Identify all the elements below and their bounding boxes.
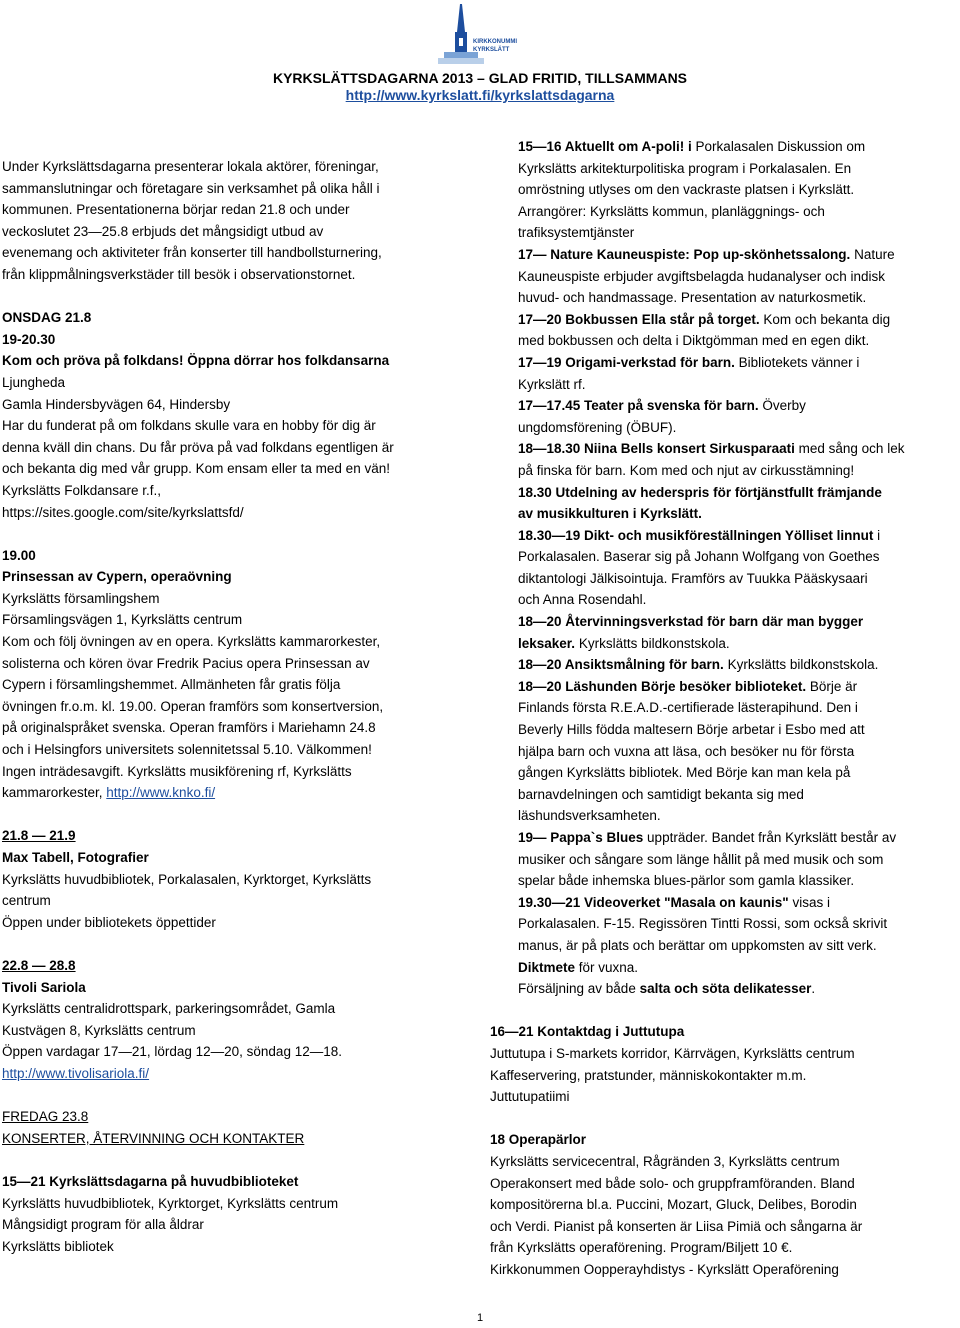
intro-line: Under Kyrkslättsdagarna presenterar lokala aktörer, föreningar,	[2, 159, 379, 174]
program-line: Kyrkslätts arkitekturpolitiska program i Porkalasalen. En	[518, 160, 852, 176]
event-line: kammarorkester, http://www.knko.fi/	[2, 785, 216, 801]
event-line: Öppen vardagar 17—21, lördag 12—20, söndag 12—18.	[2, 1044, 342, 1060]
program-line: med bokbussen och delta i Diktgömman med en egen dikt.	[518, 333, 870, 349]
program-line: ungdomsförening (ÖBUF).	[518, 419, 677, 435]
logo-line-2: KYRKSLÄTT	[473, 47, 510, 53]
event-line: denna kväll din chans. Du får pröva på vad folkdans egentligen är	[2, 439, 394, 455]
program-line: Finlands första R.E.A.D.-certifierade lästerapihund. Den i	[518, 700, 858, 716]
event-title: Max Tabell, Fotografier	[2, 850, 149, 865]
event-line: Cypern i församlingshemmet. Allmänheten får gratis följa	[2, 677, 341, 693]
logo-line-1: KIRKKONUMMI	[473, 39, 517, 45]
day-heading-onsdag: ONSDAG 21.8	[2, 310, 92, 326]
intro-paragraph	[2, 156, 478, 286]
program-line: och Anna Rosendahl.	[518, 592, 647, 608]
event-line: solisterna och kören övar Fredrik Pacius opera Prinsessan av	[2, 655, 370, 671]
program-line: av musikkulturen i Kyrkslätt.	[518, 506, 702, 522]
event-line: Har du funderat på om folkdans skulle vara en hobby för dig är	[2, 418, 376, 434]
event-line: Öppen under bibliotekets öppettider	[2, 914, 216, 930]
event-line: Kyrkslätts Folkdansare r.f.,	[2, 482, 162, 498]
event-link[interactable]: https://sites.google.com/site/kyrkslattsfd/	[2, 504, 244, 520]
event-line: Kyrkslätts centralidrottspark, parkeringsområdet, Gamla	[2, 1001, 336, 1017]
event-line: och bekanta dig med vår grupp. Kom ensam eller ta med en vän!	[2, 461, 390, 477]
event-line: Kyrkslätts huvudbibliotek, Porkalasalen, Kyrktorget, Kyrkslätts	[2, 871, 372, 887]
event-line: Kom och följ övningen av en opera. Kyrkslätts kammarorkester,	[2, 634, 381, 650]
event-line: Kaffeservering, pratstunder, människokontakter m.m.	[490, 1067, 807, 1083]
program-item: 18—20 Läshunden Börje besöker biblioteket. Börje är	[518, 678, 858, 694]
program-item: Diktmete för vuxna.	[518, 959, 639, 975]
program-line: gången Kyrkslätts bibliotek. Med Börje kan man kela på	[518, 765, 851, 781]
event-line: och i Helsingfors universitets solennitetssal 5.10. Välkommen!	[2, 742, 372, 758]
program-item: Försäljning av både salta och söta delikatesser.	[518, 981, 816, 997]
program-line: diktantologi Jälkisointuja. Framförs av Tuukka Pääskysaari	[518, 570, 868, 586]
logo-text	[473, 38, 517, 54]
library-program	[490, 136, 958, 1000]
program-line: Porkalasalen. Baserar sig på Johann Wolfgang von Goethes	[518, 549, 880, 565]
program-item: 17—20 Bokbussen Ella står på torget. Kom och bekanta dig	[518, 311, 891, 327]
event-date: 22.8 — 28.8	[2, 957, 76, 973]
right-column	[490, 136, 958, 1280]
program-line: läshundsverksamheten.	[518, 808, 661, 824]
day-heading-fredag: FREDAG 23.8	[2, 1109, 89, 1125]
program-item: 17—17.45 Teater på svenska för barn. Överby	[518, 398, 806, 414]
program-line: Kyrkslätt rf.	[518, 376, 586, 392]
event-title: Kom och pröva på folkdans! Öppna dörrar hos folkdansarna	[2, 353, 390, 369]
event-line: Juttutupatiimi	[490, 1089, 570, 1105]
event-line: och Verdi. Pianist på konserten är Liisa Pimiä och sångarna är	[490, 1218, 863, 1234]
event-line: centrum	[2, 893, 51, 909]
program-line: trafiksystemtjänster	[518, 225, 635, 241]
event-time: 19.00	[2, 547, 36, 563]
event-time: 19-20.30	[2, 331, 56, 347]
event-line: Gamla Hindersbyvägen 64, Hindersby	[2, 396, 231, 412]
event-title: 15—21 Kyrkslättsdagarna på huvudbiblioteket	[2, 1173, 299, 1189]
program-item: 18.30 Utdelning av hederspris för förtjänstfullt främjande	[518, 484, 882, 500]
program-line: spelar både inhemska blues-pärlor som gamla klassiker.	[518, 873, 855, 889]
event-line: Kirkkonummen Oopperayhdistys - Kyrkslätt Operaförening	[490, 1261, 839, 1277]
event-line: kompositörerna bl.a. Puccini, Mozart, Gluck, Delibes, Borodin	[490, 1197, 857, 1213]
program-line: omröstning utlyses om den vackraste platsen i Kyrkslätt.	[518, 182, 855, 198]
program-item: 15—16 Aktuellt om A-poli! i Porkalasalen Diskussion om	[518, 139, 866, 154]
event-title: Prinsessan av Cypern, operaövning	[2, 569, 232, 585]
program-line: barnavdelningen och samtidigt bekanta sig med	[518, 786, 804, 802]
left-column	[2, 156, 478, 1257]
program-item: 18.30—19 Dikt- och musikföreställningen Yölliset linnut i	[518, 527, 881, 543]
event-line: Kyrkslätts församlingshem	[2, 590, 160, 606]
header-link[interactable]: http://www.kyrkslatt.fi/kyrkslattsdagarna	[345, 87, 615, 103]
program-line: Beverly Hills födda maltesern Börje arbetar i Esbo med att	[518, 722, 865, 738]
program-line: huvud- och handmassage. Presentation av naturkosmetik.	[518, 290, 867, 306]
tivoli-link[interactable]: http://www.tivolisariola.fi/	[2, 1065, 150, 1081]
program-line: leksaker. Kyrkslätts bildkonstskola.	[518, 635, 730, 651]
event-line: Kustvägen 8, Kyrkslätts centrum	[2, 1022, 196, 1038]
event-date: 21.8 — 21.9	[2, 828, 76, 844]
church-tower-icon	[438, 2, 528, 66]
event-line: övningen fr.o.m. kl. 19.00. Operan framförs som konsertversion,	[2, 698, 384, 714]
event-line: Mångsidigt program för alla åldrar	[2, 1217, 204, 1233]
event-line: Operakonsert med både solo- och gruppframföranden. Bland	[490, 1175, 855, 1191]
intro-line: sammanslutningar och företagare sin verksamhet på olika håll i	[2, 180, 380, 196]
kyrkslatt-logo	[438, 2, 528, 66]
program-line: hjälpa barn och vuxna att läsa, och besöker nu för första	[518, 743, 855, 759]
knko-link[interactable]: http://www.knko.fi/	[106, 785, 216, 801]
program-line: Porkalasalen. F-15. Regissören Tintti Rossi, som också skrivit	[518, 916, 888, 932]
event-title: 16—21 Kontaktdag i Juttutupa	[490, 1024, 685, 1040]
intro-line: från klippmålningsverkstäder till besök i observationstornet.	[2, 266, 356, 282]
page-title: KYRKSLÄTTSDAGARNA 2013 – GLAD FRITID, TILLSAMMANS	[272, 70, 688, 86]
event-line: på originalspråket svenska. Operan framförs i Mariehamn 24.8	[2, 720, 376, 736]
program-line: Kauneuspiste erbjuder avgiftsbelagda hudanalyser och indisk	[518, 268, 885, 284]
program-item: 18—18.30 Niina Bells konsert Sirkusparaati med sång och lek	[518, 441, 905, 457]
event-line: Kyrkslätts bibliotek	[2, 1238, 114, 1254]
program-line: Arrangörer: Kyrkslätts kommun, planläggnings- och	[518, 203, 825, 219]
event-line: Juttutupa i S-markets korridor, Kärrvägen, Kyrkslätts centrum	[490, 1045, 855, 1061]
event-line: Kyrkslätts servicecentral, Rågränden 3, Kyrkslätts centrum	[490, 1153, 840, 1169]
page-header	[0, 70, 960, 104]
program-line: musiker och sångare som länge hållit på med musik och som	[518, 851, 884, 867]
intro-line: veckoslutet 23—25.8 erbjuds det mångsidigt utbud av	[2, 223, 324, 239]
program-item: 19.30—21 Videoverket "Masala on kaunis" visas i	[518, 894, 830, 910]
event-line: Kyrkslätts huvudbibliotek, Kyrktorget, Kyrkslätts centrum	[2, 1195, 339, 1211]
intro-line: kommunen. Presentationerna börjar redan 21.8 och under	[2, 202, 350, 218]
event-line: från Kyrkslätts operaförening. Program/Biljett 10 €.	[490, 1240, 793, 1256]
program-line: manus, är på plats och berättar om uppkomsten av sitt verk.	[518, 937, 877, 953]
day-subheading: KONSERTER, ÅTERVINNING OCH KONTAKTER	[2, 1130, 305, 1146]
program-line: på finska för barn. Kom med och njut av cirkusstämning!	[518, 462, 855, 478]
program-item: 17— Nature Kauneuspiste: Pop up-skönhetssalong. Nature	[518, 246, 895, 262]
program-item: 19— Pappa`s Blues uppträder. Bandet från Kyrkslätt består av	[518, 830, 897, 845]
event-line: Ljungheda	[2, 374, 66, 390]
event-title: Tivoli Sariola	[2, 979, 86, 995]
intro-line: evenemang och aktiviteter från konserter till handbollsturnering,	[2, 245, 382, 261]
page-number: 1	[476, 1312, 484, 1324]
program-item: 18—20 Återvinningsverkstad för barn där man bygger	[518, 614, 864, 630]
event-line: Ingen inträdesavgift. Kyrkslätts musikförening rf, Kyrkslätts	[2, 763, 352, 779]
program-item: 18—20 Ansiktsmålning för barn. Kyrkslätts bildkonstskola.	[518, 657, 879, 673]
program-item: 17—19 Origami-verkstad för barn. Bibliotekets vänner i	[518, 354, 860, 370]
event-title: 18 Operapärlor	[490, 1132, 587, 1148]
event-line: Församlingsvägen 1, Kyrkslätts centrum	[2, 612, 243, 628]
